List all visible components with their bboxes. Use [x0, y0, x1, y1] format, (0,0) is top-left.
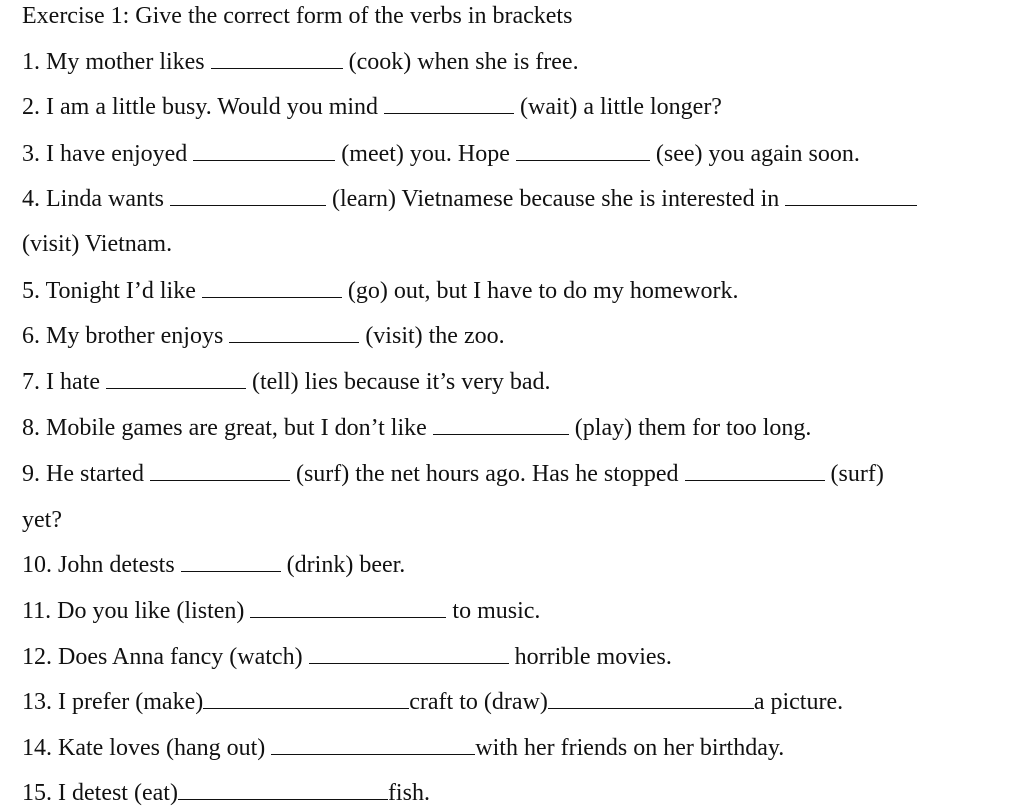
item-5 [22, 277, 738, 305]
item-6 [22, 322, 505, 350]
item-4 [22, 185, 923, 213]
item-2 [22, 93, 722, 121]
item-9-stem: 9. He started [22, 461, 144, 487]
item-4-stem: 4. Linda wants [22, 186, 164, 212]
item-9-blank-2[interactable] [685, 461, 825, 481]
item-13-rest: a picture. [753, 689, 844, 715]
item-7-blank[interactable] [106, 369, 246, 389]
item-6-rest: (visit) the zoo. [365, 323, 505, 349]
item-11-rest: to music. [452, 598, 541, 624]
item-12-rest: horrible movies. [514, 644, 672, 670]
item-2-stem: 2. I am a little busy. Would you mind [22, 94, 379, 120]
item-11-stem: 11. Do you like (listen) [22, 598, 245, 624]
item-8-rest: (play) them for too long. [574, 415, 812, 441]
item-12 [22, 643, 672, 671]
item-14 [22, 734, 784, 762]
item-11 [22, 597, 540, 625]
item-15-rest: fish. [387, 780, 430, 806]
item-14-blank[interactable] [271, 735, 475, 755]
item-15 [22, 779, 430, 807]
item-12-blank[interactable] [309, 644, 509, 664]
item-10-rest: (drink) beer. [286, 552, 406, 578]
item-9 [22, 460, 884, 488]
item-11-blank[interactable] [250, 598, 446, 618]
item-10 [22, 551, 405, 579]
item-15-blank[interactable] [178, 780, 388, 800]
item-13-blank-2[interactable] [548, 689, 754, 709]
item-7 [22, 368, 551, 396]
item-4-blank-1[interactable] [170, 186, 326, 206]
item-1-rest: (cook) when she is free. [348, 49, 579, 75]
item-14-stem: 14. Kate loves (hang out) [22, 735, 266, 761]
item-10-blank[interactable] [181, 552, 281, 572]
item-9-middle: (surf) the net hours ago. Has he stopped [295, 461, 679, 487]
item-4-blank-2[interactable] [785, 186, 917, 206]
item-5-blank[interactable] [202, 278, 342, 298]
item-13-blank-1[interactable] [203, 689, 409, 709]
item-8-stem: 8. Mobile games are great, but I don’t like [22, 415, 427, 441]
item-5-rest: (go) out, but I have to do my homework. [347, 278, 739, 304]
item-2-blank[interactable] [384, 94, 514, 114]
item-5-stem: 5. Tonight I’d like [22, 278, 196, 304]
item-13-stem: 13. I prefer (make) [22, 689, 204, 715]
item-3 [22, 140, 860, 168]
item-9-continuation: yet? [22, 507, 62, 533]
item-9-blank-1[interactable] [150, 461, 290, 481]
item-8-blank[interactable] [433, 415, 569, 435]
item-1-blank[interactable] [211, 49, 343, 69]
item-13 [22, 688, 843, 716]
item-15-stem: 15. I detest (eat) [22, 780, 178, 806]
item-6-stem: 6. My brother enjoys [22, 323, 224, 349]
item-7-stem: 7. I hate [22, 369, 100, 395]
item-2-rest: (wait) a little longer? [520, 94, 722, 120]
item-3-rest: (see) you again soon. [655, 141, 860, 167]
item-1-stem: 1. My mother likes [22, 49, 205, 75]
item-4-continuation: (visit) Vietnam. [22, 231, 173, 257]
item-4-middle: (learn) Vietnamese because she is interested in [331, 186, 780, 212]
item-3-stem: 3. I have enjoyed [22, 141, 188, 167]
item-9-rest: (surf) [830, 461, 884, 487]
item-6-blank[interactable] [229, 323, 359, 343]
item-10-stem: 10. John detests [22, 552, 175, 578]
item-12-stem: 12. Does Anna fancy (watch) [22, 644, 303, 670]
item-8 [22, 414, 811, 442]
item-1 [22, 48, 579, 76]
item-3-blank-1[interactable] [193, 141, 335, 161]
item-13-middle: craft to (draw) [409, 689, 548, 715]
item-3-blank-2[interactable] [516, 141, 650, 161]
item-14-rest: with her friends on her birthday. [475, 735, 785, 761]
item-3-middle: (meet) you. Hope [341, 141, 510, 167]
item-7-rest: (tell) lies because it’s very bad. [251, 369, 551, 395]
exercise-title: Exercise 1: Give the correct form of the verbs in brackets [22, 3, 573, 29]
